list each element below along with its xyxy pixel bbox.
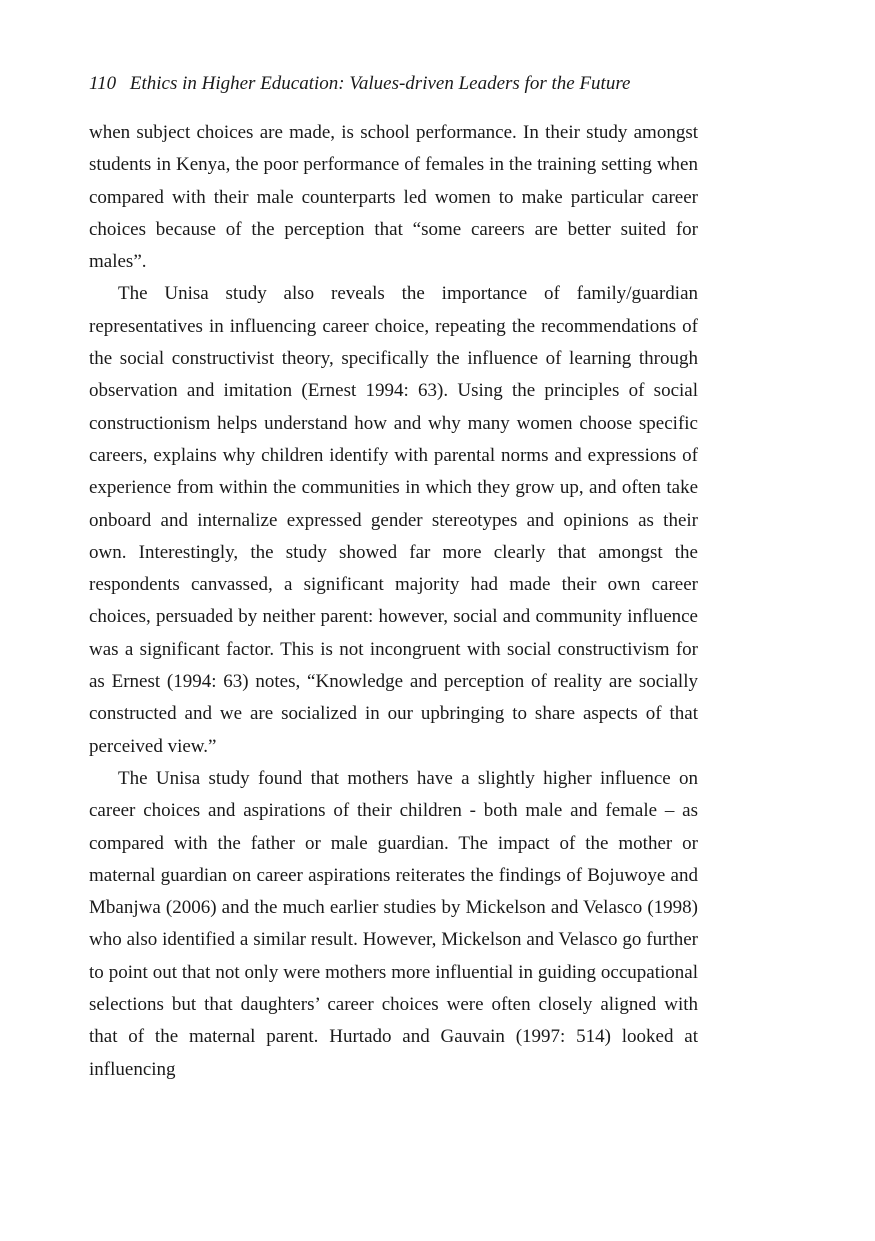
- running-header: [89, 70, 698, 98]
- body-text: [89, 117, 698, 1086]
- running-title: Ethics in Higher Education: Values-driven Leaders for the Future: [129, 73, 631, 94]
- paragraph-unisa-family-influence: The Unisa study also reveals the importance of family/guardian representatives in influencing career choice, repeating the recommendations of the social constructivist theory, specifically the influence of learning through observation and imitation (Ernest 1994: 63). Using the principles of social constructionism helps understand how and why many women choose specific careers, explains why children identify with parental norms and expressions of experience from within the communities in which they grow up, and often take onboard and internalize expressed gender stereotypes and opinions as their own. Interestingly, the study showed far more clearly that amongst the respondents canvassed, a significant majority had made their own career choices, persuaded by neither parent: however, social and community influence was a significant factor. This is not incongruent with social constructivism for as Ernest (1994: 63) notes, “Knowledge and perception of reality are socially constructed and we are socialized in our upbringing to share aspects of that perceived view.”: [89, 283, 698, 757]
- paragraph-continued: when subject choices are made, is school performance. In their study amongst students in Kenya, the poor performance of females in the training setting when compared with their male counterparts led women to make particular career choices because of the perception that “some careers are better suited for males”.: [89, 122, 698, 273]
- paragraph-unisa-mothers-influence: The Unisa study found that mothers have a slightly higher influence on career choices and aspirations of their children - both male and female – as compared with the father or male guardian. The impact of the mother or maternal guardian on career aspirations reiterates the findings of Bojuwoye and Mbanjwa (2006) and the much earlier studies by Mickelson and Velasco (1998) who also identified a similar result. However, Mickelson and Velasco go further to point out that not only were mothers more influential in guiding occupational selections but that daughters’ career choices were often closely aligned with that of the maternal parent. Hurtado and Gauvain (1997: 514) looked at influencing: [89, 767, 698, 1080]
- book-page: [89, 70, 698, 1086]
- page-number: 110: [89, 73, 117, 94]
